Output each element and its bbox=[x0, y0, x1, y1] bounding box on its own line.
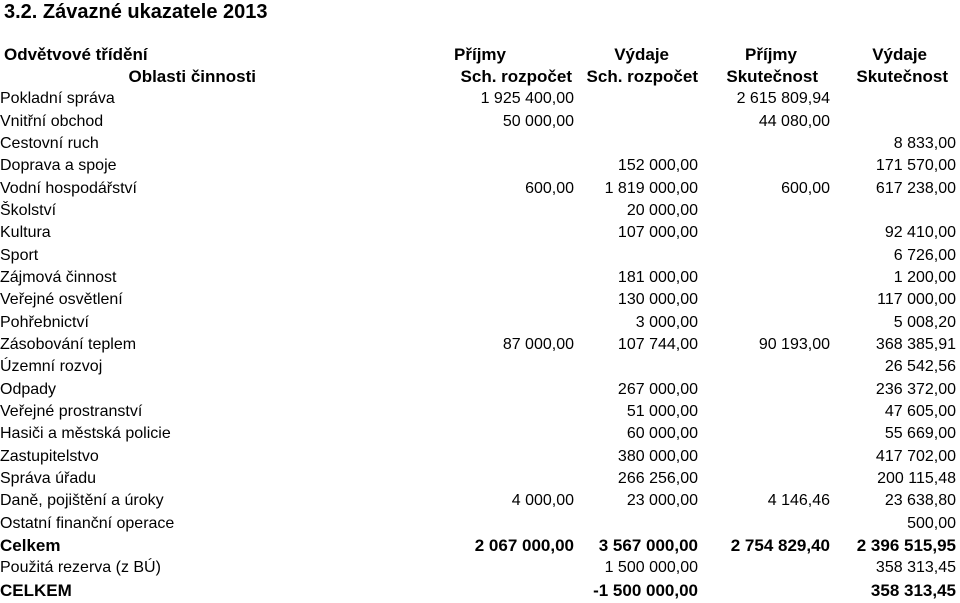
row-value-col2: 130 000,00 bbox=[617, 291, 698, 309]
table-row bbox=[0, 133, 956, 155]
row-value-col2: 3 567 000,00 bbox=[598, 536, 698, 556]
col3-head-line1: Příjmy bbox=[745, 45, 797, 64]
row-label: Zásobování teplem bbox=[0, 335, 137, 353]
row-value-col3 bbox=[698, 468, 830, 490]
row-value-col4 bbox=[830, 200, 956, 222]
row-value-col1 bbox=[400, 311, 574, 333]
row-value-col2: 23 000,00 bbox=[626, 492, 698, 510]
row-label: Cestovní ruch bbox=[0, 134, 99, 152]
row-label: Odpady bbox=[0, 380, 57, 398]
row-value-col1 bbox=[400, 244, 574, 266]
page-title: 3.2. Závazné ukazatele 2013 bbox=[4, 1, 268, 23]
row-value-col2: 51 000,00 bbox=[626, 402, 698, 420]
row-value-col2: 20 000,00 bbox=[626, 201, 698, 219]
row-value-col4: 55 669,00 bbox=[884, 425, 956, 443]
row-value-col2: 152 000,00 bbox=[617, 157, 698, 175]
row-value-col4 bbox=[830, 88, 956, 110]
row-value-col4 bbox=[830, 110, 956, 132]
row-label: Územní rozvoj bbox=[0, 358, 103, 376]
row-value-col1 bbox=[400, 356, 574, 378]
row-value-col2 bbox=[574, 356, 698, 378]
row-value-col3 bbox=[698, 513, 830, 535]
table-row bbox=[0, 446, 956, 468]
row-value-col1 bbox=[400, 133, 574, 155]
row-value-col4: 417 702,00 bbox=[875, 447, 956, 465]
row-value-col1: 600,00 bbox=[525, 179, 574, 197]
row-label: Vnitřní obchod bbox=[0, 112, 104, 130]
row-value-col4: 47 605,00 bbox=[884, 402, 956, 420]
table-row bbox=[0, 378, 956, 400]
row-label: Hasiči a městská policie bbox=[0, 425, 171, 443]
row-value-col1 bbox=[400, 200, 574, 222]
row-value-col2: -1 500 000,00 bbox=[593, 580, 698, 600]
row-value-col2 bbox=[574, 513, 698, 535]
row-label: Veřejné prostranství bbox=[0, 402, 143, 420]
row-label: Zastupitelstvo bbox=[0, 447, 99, 465]
row-value-col4: 1 200,00 bbox=[893, 268, 956, 286]
table-row bbox=[0, 334, 956, 356]
row-value-col2: 267 000,00 bbox=[617, 380, 698, 398]
row-value-col4: 92 410,00 bbox=[884, 224, 956, 242]
row-label: Doprava a spoje bbox=[0, 157, 117, 175]
row-value-col1: 1 925 400,00 bbox=[480, 90, 574, 108]
table-row bbox=[0, 267, 956, 289]
row-value-col1 bbox=[400, 155, 574, 177]
row-value-col2: 3 000,00 bbox=[635, 313, 698, 331]
row-value-col1: 4 000,00 bbox=[511, 492, 574, 510]
row-value-col3: 2 754 829,40 bbox=[730, 536, 830, 556]
row-value-col4: 8 833,00 bbox=[893, 134, 956, 152]
row-value-col2: 1 500 000,00 bbox=[604, 559, 698, 577]
row-value-col4: 617 238,00 bbox=[875, 179, 956, 197]
row-value-col2: 181 000,00 bbox=[617, 268, 698, 286]
row-value-col1 bbox=[400, 513, 574, 535]
row-value-col4: 2 396 515,95 bbox=[856, 536, 956, 556]
row-value-col3 bbox=[698, 200, 830, 222]
row-value-col2 bbox=[574, 244, 698, 266]
row-value-col3 bbox=[698, 289, 830, 311]
row-value-col3 bbox=[698, 222, 830, 244]
col2-head-line1: Výdaje bbox=[614, 45, 669, 64]
table-row bbox=[0, 244, 956, 266]
row-label: Veřejné osvětlení bbox=[0, 291, 123, 309]
row-value-col3 bbox=[698, 580, 830, 602]
row-label: Sport bbox=[0, 246, 39, 264]
row-value-col3: 44 080,00 bbox=[758, 112, 830, 130]
table-row bbox=[0, 222, 956, 244]
row-value-col3 bbox=[698, 401, 830, 423]
row-value-col4: 358 313,45 bbox=[870, 580, 956, 600]
row-value-col2: 1 819 000,00 bbox=[604, 179, 698, 197]
table-row bbox=[0, 423, 956, 445]
row-value-col4: 26 542,56 bbox=[884, 358, 956, 376]
row-value-col2: 107 744,00 bbox=[617, 335, 698, 353]
row-value-col2 bbox=[574, 110, 698, 132]
indicators-table bbox=[0, 88, 956, 602]
row-value-col2 bbox=[574, 88, 698, 110]
row-value-col4: 171 570,00 bbox=[875, 157, 956, 175]
row-value-col2: 60 000,00 bbox=[626, 425, 698, 443]
table-row bbox=[0, 311, 956, 333]
row-value-col3 bbox=[698, 267, 830, 289]
table-row bbox=[0, 490, 956, 512]
row-value-col4: 200 115,48 bbox=[877, 470, 956, 488]
table-row bbox=[0, 88, 956, 110]
row-value-col3 bbox=[698, 423, 830, 445]
col1-head-line1: Příjmy bbox=[454, 45, 506, 64]
row-value-col4: 358 313,45 bbox=[875, 559, 956, 577]
row-value-col1 bbox=[400, 267, 574, 289]
row-value-col1 bbox=[400, 446, 574, 468]
row-value-col1 bbox=[400, 423, 574, 445]
table-row bbox=[0, 200, 956, 222]
classification-header: Odvětvové třídění bbox=[4, 45, 148, 64]
row-value-col4: 117 000,00 bbox=[877, 291, 956, 309]
row-value-col3 bbox=[698, 356, 830, 378]
table-row bbox=[0, 535, 956, 557]
table-row bbox=[0, 401, 956, 423]
row-label: Kultura bbox=[0, 224, 51, 242]
row-label: Zájmová činnost bbox=[0, 268, 117, 286]
row-value-col1 bbox=[400, 378, 574, 400]
table-row bbox=[0, 289, 956, 311]
row-value-col4: 5 008,20 bbox=[893, 313, 956, 331]
row-value-col3 bbox=[698, 244, 830, 266]
row-value-col1 bbox=[400, 289, 574, 311]
row-label: Správa úřadu bbox=[0, 470, 97, 488]
row-value-col1 bbox=[400, 401, 574, 423]
col1-head-line2: Sch. rozpočet bbox=[460, 67, 572, 86]
row-label: Celkem bbox=[0, 536, 61, 556]
col2-head-line2: Sch. rozpočet bbox=[586, 67, 698, 86]
row-value-col4: 500,00 bbox=[907, 514, 956, 532]
row-value-col4: 6 726,00 bbox=[893, 246, 956, 264]
row-label: Ostatní finanční operace bbox=[0, 514, 175, 532]
row-value-col1 bbox=[400, 557, 574, 579]
row-value-col3: 600,00 bbox=[781, 179, 830, 197]
row-value-col2: 266 256,00 bbox=[617, 470, 698, 488]
row-value-col2: 380 000,00 bbox=[617, 447, 698, 465]
row-value-col2: 107 000,00 bbox=[617, 224, 698, 242]
row-value-col3 bbox=[698, 311, 830, 333]
row-value-col1: 50 000,00 bbox=[502, 112, 574, 130]
row-value-col1: 87 000,00 bbox=[502, 335, 574, 353]
row-value-col3 bbox=[698, 155, 830, 177]
table-row bbox=[0, 557, 956, 579]
row-value-col1 bbox=[400, 222, 574, 244]
row-value-col4: 368 385,91 bbox=[875, 335, 956, 353]
row-label: Pohřebnictví bbox=[0, 313, 89, 331]
row-value-col1: 2 067 000,00 bbox=[474, 536, 574, 556]
row-label: Vodní hospodářství bbox=[0, 179, 137, 197]
row-value-col4: 236 372,00 bbox=[875, 380, 956, 398]
table-row bbox=[0, 513, 956, 535]
row-value-col3 bbox=[698, 557, 830, 579]
table-row bbox=[0, 177, 956, 199]
table-row bbox=[0, 580, 956, 602]
row-value-col4: 23 638,80 bbox=[884, 492, 956, 510]
row-value-col3: 2 615 809,94 bbox=[736, 90, 830, 108]
col4-head-line2: Skutečnost bbox=[856, 67, 948, 86]
row-value-col3 bbox=[698, 378, 830, 400]
table-row bbox=[0, 155, 956, 177]
row-value-col3 bbox=[698, 133, 830, 155]
col3-head-line2: Skutečnost bbox=[726, 67, 818, 86]
row-value-col3: 4 146,46 bbox=[767, 492, 830, 510]
row-label: Použitá rezerva (z BÚ) bbox=[0, 559, 161, 577]
row-value-col2 bbox=[574, 133, 698, 155]
table-row bbox=[0, 356, 956, 378]
table-row bbox=[0, 468, 956, 490]
row-label: Daně, pojištění a úroky bbox=[0, 492, 164, 510]
row-value-col3: 90 193,00 bbox=[758, 335, 830, 353]
row-label: CELKEM bbox=[0, 580, 72, 600]
row-value-col3 bbox=[698, 446, 830, 468]
row-value-col1 bbox=[400, 580, 574, 602]
areas-header: Oblasti činnosti bbox=[128, 67, 256, 86]
row-value-col1 bbox=[400, 468, 574, 490]
table-row bbox=[0, 110, 956, 132]
col4-head-line1: Výdaje bbox=[872, 45, 927, 64]
row-label: Pokladní správa bbox=[0, 90, 115, 108]
row-label: Školství bbox=[0, 201, 57, 219]
